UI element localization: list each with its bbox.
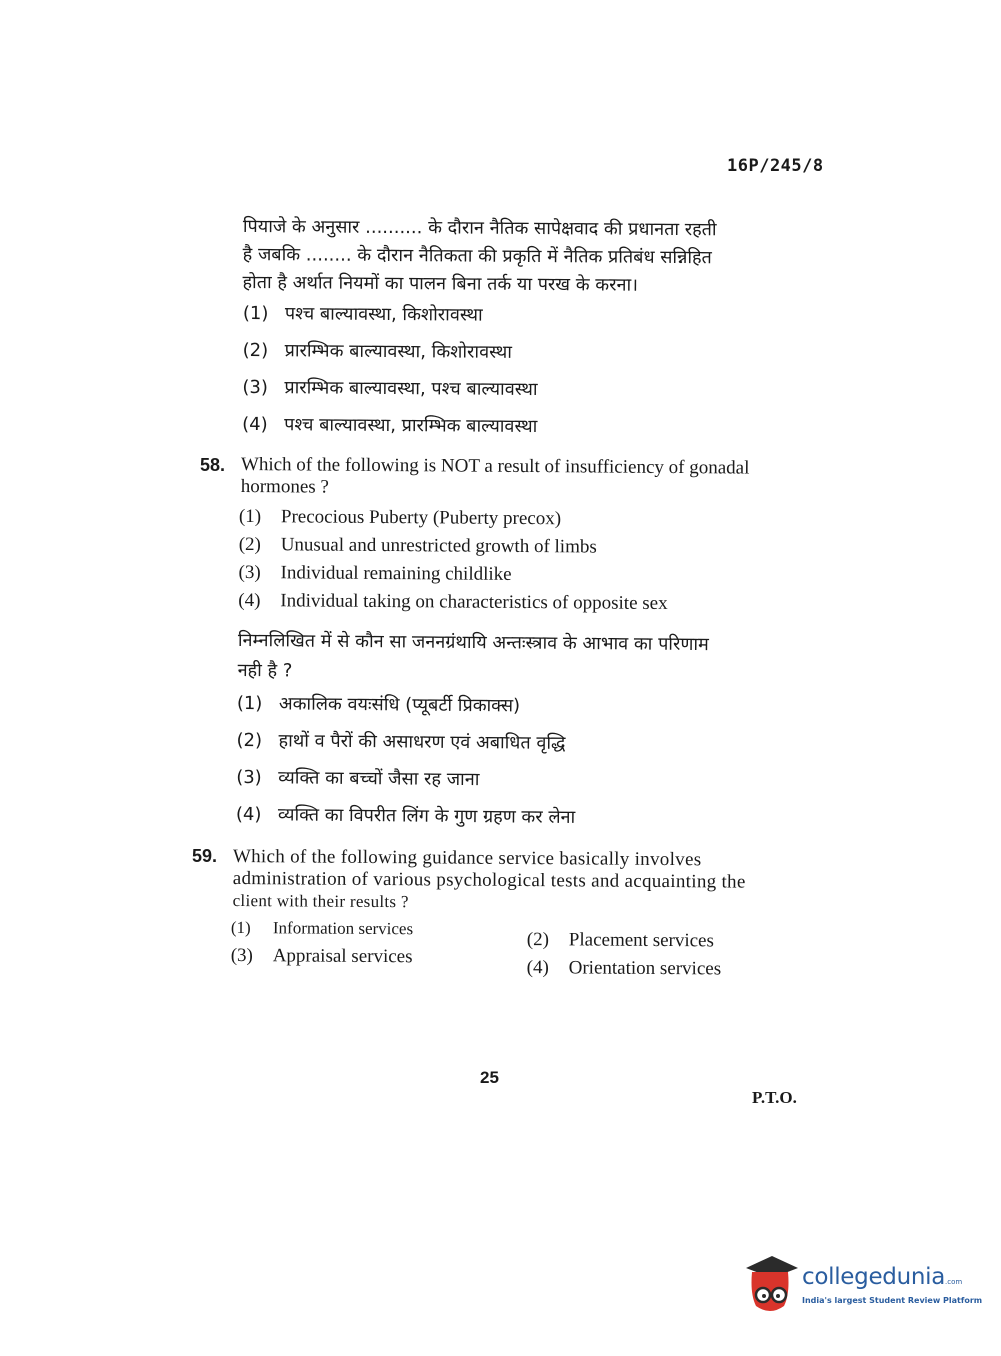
option-number: (2) [238, 533, 261, 556]
option-text: प्रारम्भिक बाल्यावस्था, पश्च बाल्यावस्था [284, 377, 538, 401]
mascot-icon [742, 1250, 798, 1316]
q59-question [233, 846, 833, 916]
q59-line-2: administration of various psychological tests and acquainting the [232, 867, 746, 893]
q57-option-3 [242, 374, 802, 406]
option-text: पश्च बाल्यावस्था, किशोरावस्था [284, 303, 483, 326]
option-number: (3) [236, 766, 262, 789]
q58-hindi-option-1 [237, 690, 797, 723]
q57-hindi-line-3: होता है अर्थात नियमों का पालन बिना तर्क या परख के करना। [242, 271, 639, 296]
brand-name: collegedunia [802, 1264, 946, 1290]
q57-option-2 [243, 337, 803, 369]
option-number: (4) [242, 413, 268, 436]
option-number: (4) [238, 589, 261, 612]
option-number: (2) [242, 339, 269, 362]
q58-hindi-option-2 [236, 727, 796, 760]
pto-label: P.T.O. [752, 1088, 797, 1107]
q59-line-3: client with their results ? [232, 890, 409, 912]
q58-hindi-line-2: नही है ? [237, 659, 293, 682]
option-number: (2) [526, 929, 550, 951]
q59-option-3 [231, 945, 413, 968]
option-text: अकालिक वयःसंधि (प्यूबर्टी प्रिकाक्स) [278, 693, 521, 717]
option-number: (1) [236, 692, 263, 715]
option-number: (3) [242, 376, 268, 399]
option-text: Individual remaining childlike [280, 562, 512, 585]
option-text: हाथों व पैरों की असाधरण एवं अबाधित वृद्धि [278, 730, 566, 754]
q59-number: 59. [192, 846, 218, 866]
option-text: Precocious Puberty (Puberty precox) [280, 506, 562, 530]
option-text: Orientation services [568, 957, 722, 980]
q58-hindi-line-1: निम्नलिखित में से कौन सा जननग्रंथायि अन्तःस्त्राव के आभाव का परिणाम [237, 629, 709, 656]
option-number: (1) [242, 302, 269, 325]
page-number: 25 [480, 1068, 499, 1087]
option-text: व्यक्ति का विपरीत लिंग के गुण ग्रहण कर लेना [277, 804, 576, 828]
option-text: Placement services [568, 929, 715, 952]
q57-hindi-line-2: है जबकि ........ के दौरान नैतिकता की प्रकृति में नैतिक प्रतिबंध सन्निहित [242, 243, 712, 269]
q58-option-1 [239, 506, 799, 532]
q58-options [238, 506, 799, 622]
q58-option-4 [238, 590, 798, 616]
option-text: Appraisal services [272, 945, 413, 968]
q58-hindi-option-3 [236, 764, 796, 797]
brand-com: .com [945, 1278, 963, 1286]
q58-line-1: Which of the following is NOT a result of insufficiency of gonadal [240, 454, 750, 479]
option-text: Unusual and unrestricted growth of limbs [280, 534, 597, 558]
q58-number: 58. [200, 455, 226, 475]
option-number: (1) [230, 918, 251, 938]
option-number: (2) [236, 729, 263, 752]
q59-option-2 [527, 929, 714, 952]
q58-line-2: hormones ? [240, 475, 329, 498]
option-text: प्रारम्भिक बाल्यावस्था, किशोरावस्था [284, 340, 512, 363]
q59-option-1 [231, 917, 413, 940]
q57-hindi-line-1: पियाजे के अनुसार .......... के दौरान नैतिक सापेक्षवाद की प्रधानता रहती [242, 215, 717, 241]
paper-code: 16P/245/8 [727, 156, 824, 176]
brand-row [802, 1264, 962, 1290]
option-text: Individual taking on characteristics of opposite sex [280, 590, 668, 614]
option-number: (4) [526, 957, 549, 979]
option-number: (1) [238, 506, 262, 528]
option-number: (3) [230, 944, 253, 967]
q59-line-1: Which of the following guidance service basically involves [232, 846, 702, 871]
q58-option-3 [238, 562, 798, 588]
q57-option-1 [243, 300, 803, 332]
q57-hindi-options [242, 300, 803, 452]
q59-option-4 [527, 957, 722, 980]
option-text: Information services [272, 918, 414, 939]
q59-options [231, 917, 831, 985]
option-text: पश्च बाल्यावस्था, प्रारम्भिक बाल्यावस्था [284, 414, 538, 438]
q58-hindi-option-4 [236, 801, 796, 834]
option-number: (3) [238, 561, 261, 584]
collegedunia-watermark [742, 1250, 983, 1320]
q58-option-2 [239, 534, 799, 560]
q58-question [241, 454, 841, 502]
option-text: व्यक्ति का बच्चों जैसा रह जाना [278, 767, 480, 791]
q58-hindi-options [236, 690, 797, 843]
q57-option-4 [242, 411, 802, 443]
q58-hindi-question [237, 626, 838, 691]
option-number: (4) [235, 803, 262, 826]
brand-tagline: India's largest Student Review Platform [802, 1296, 983, 1305]
q57-hindi-block [242, 213, 833, 301]
